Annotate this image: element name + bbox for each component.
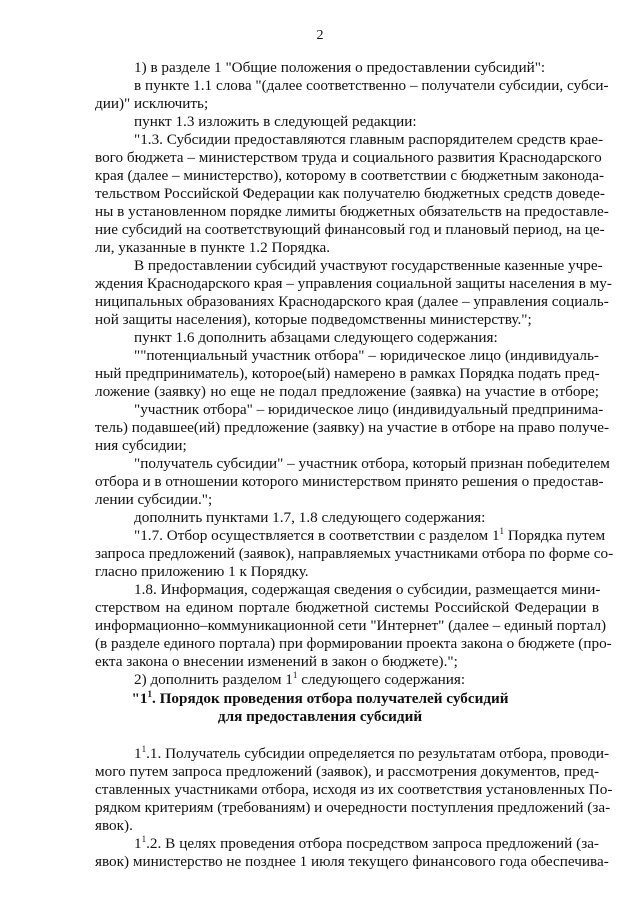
text-line: края (далее – министерство), которому в соответствии с бюджетным законода-: [95, 167, 605, 184]
superscript: 1: [141, 833, 147, 844]
superscript: 1: [147, 688, 153, 699]
text-line: гласно приложению 1 к Порядку.: [95, 563, 309, 580]
page-number: 2: [316, 28, 324, 43]
text-line: явок).: [95, 817, 133, 834]
text-line: пункт 1.6 дополнить абзацами следующего содержания:: [134, 329, 498, 346]
text-line: ""потенциальный участник отбора" – юридическое лицо (индивидуаль-: [134, 347, 599, 364]
text-line: мого путем запроса предложений (заявок), и рассмотрения документов, пред-: [95, 763, 599, 780]
text-line: стерством на едином портале бюджетной системы Российской Федерации в: [95, 599, 599, 616]
text-line-part: 2) дополнить разделом 1: [134, 671, 293, 688]
text-line: В предоставлении субсидий участвуют государственные казенные учре-: [134, 257, 603, 274]
text-line: в пункте 1.1 слова "(далее соответственно – получатели субсидии, субси-: [134, 77, 609, 94]
text-line-part: "1.7. Отбор осуществляется в соответствии с разделом 1: [134, 527, 500, 544]
text-line-part: .2. В целях проведения отбора посредством запроса предложений (за-: [146, 835, 599, 852]
text-line-part: 1: [134, 745, 142, 762]
text-line: "участник отбора" – юридическое лицо (индивидуальный предпринима-: [134, 401, 604, 418]
text-line: запроса предложений (заявок), направляемых участниками отбора по форме со-: [95, 545, 614, 562]
text-line-part: 1: [134, 835, 142, 852]
text-line: [134, 835, 599, 853]
text-line: отбора и в отношении которого министерством принято решения о предостав-: [95, 473, 604, 490]
text-line: ставленных участниками отбора, исходя из их соответствия установленных По-: [95, 781, 613, 798]
text-line-part: Порядка путем: [504, 527, 606, 544]
text-line: [134, 743, 610, 763]
text-line-part: .1. Получатель субсидии определяется по результатам отбора, проводи-: [146, 745, 610, 762]
text-line: 1.8. Информация, содержащая сведения о субсидии, размещается мини-: [134, 581, 601, 598]
text-line-part: следующего содержания:: [297, 671, 466, 688]
text-line: "1.3. Субсидии предоставляются главным распорядителем средств крае-: [134, 131, 604, 148]
text-line: пункт 1.3 изложить в следующей редакции:: [134, 113, 417, 130]
text-line: информационно–коммуникационной сети "Интернет" (далее – единый портал): [95, 617, 607, 634]
text-line: ли, указанные в пункте 1.2 Порядка.: [95, 239, 331, 256]
text-line: "получатель субсидии" – участник отбора, который признан победителем: [134, 455, 610, 472]
heading-part: . Порядок проведения отбора получателей субсидий: [152, 690, 509, 707]
superscript: 1: [292, 669, 298, 680]
text-line: (в разделе единого портала) при формировании проекта закона о бюджете (про-: [95, 635, 612, 652]
text-line: ние субсидий на соответствующий финансовый год и плановый период, на це-: [95, 221, 605, 238]
superscript: 1: [499, 525, 505, 536]
text-line: екта закона о внесении изменений в закон о бюджете).";: [95, 653, 458, 670]
text-line: ной защиты населения), которые подведомственны министерству.";: [95, 311, 532, 328]
text-line: ложение (заявку) но еще не подал предложение (заявка) на участие в отборе;: [95, 383, 599, 400]
text-line: дии)" исключить;: [95, 95, 209, 112]
text-line: рядком критериям (требованиям) и очередности поступления предложений (за-: [95, 799, 611, 816]
text-line: тель) подавшее(ий) предложение (заявку) на участие в отборе на право получе-: [95, 419, 610, 436]
text-line: явок) министерство не позднее 1 июля текущего финансового года обеспечива-: [95, 853, 609, 870]
text-line: ждения Краснодарского края – управления социальной защиты населения в му-: [95, 275, 612, 292]
text-line: лении субсидии.";: [95, 491, 213, 508]
text-line: ный предприниматель), которое(ый) намерено в рамках Порядка подать пред-: [95, 365, 600, 382]
section-heading: для предоставления субсидий: [217, 708, 423, 725]
text-line: тельством Российской Федерации как получателю бюджетных средств доведе-: [95, 185, 605, 202]
text-line: вого бюджета – министерством труда и социального развития Краснодарского: [95, 149, 602, 166]
text-line: дополнить пунктами 1.7, 1.8 следующего содержания:: [134, 509, 486, 526]
text-line: ны в установленном порядке лимиты бюджетных обязательств на предоставле-: [95, 203, 609, 220]
section-heading: [0, 690, 640, 708]
text-line: [134, 671, 465, 689]
text-line: ния субсидии;: [95, 437, 187, 454]
heading-part: "1: [131, 690, 148, 707]
text-line: ниципальных образованиях Краснодарского края (далее – управления социаль-: [95, 293, 609, 310]
text-line: 1) в разделе 1 "Общие положения о предоставлении субсидий":: [134, 59, 546, 76]
text-line: [134, 525, 606, 545]
superscript: 1: [141, 743, 147, 754]
